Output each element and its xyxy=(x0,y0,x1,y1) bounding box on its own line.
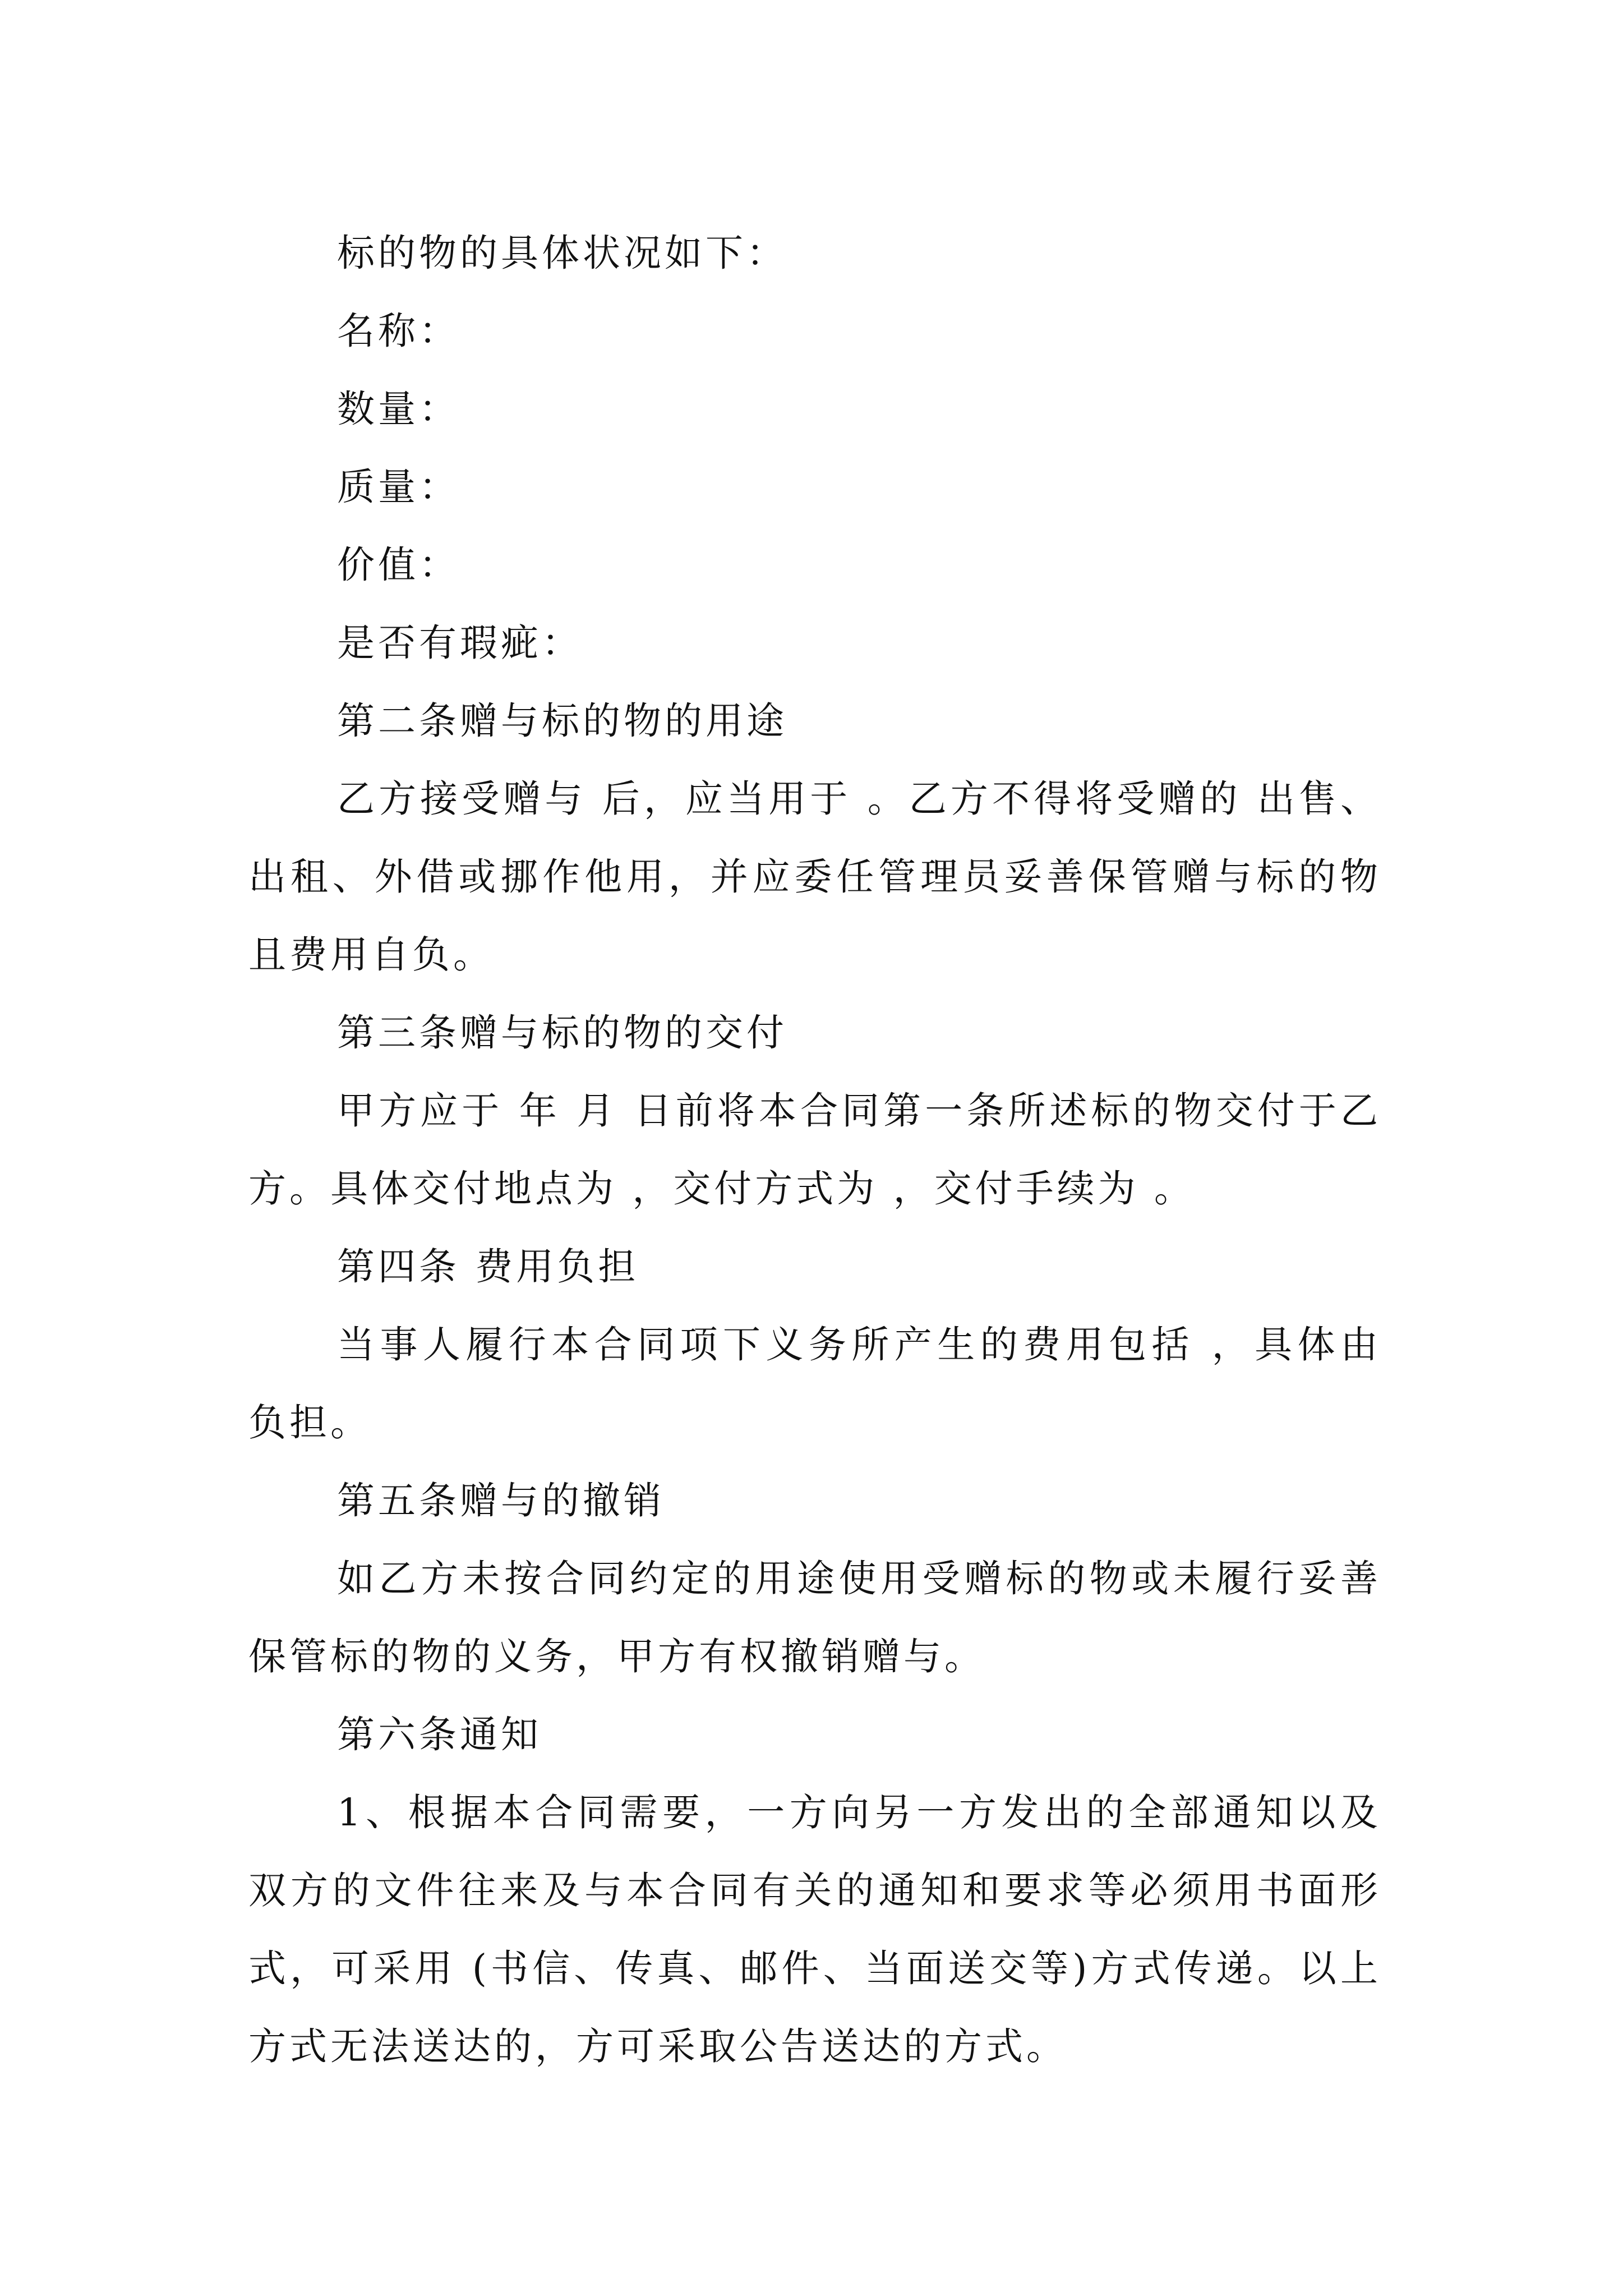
paragraph-quality: 质量： xyxy=(337,465,460,509)
article-3-heading: 第三条赠与标的物的交付 xyxy=(337,1011,787,1055)
paragraph-defects: 是否有瑕疵： xyxy=(337,621,583,665)
paragraph-value: 价值： xyxy=(337,543,460,587)
article-6-heading: 第六条通知 xyxy=(337,1713,542,1756)
paragraph-name: 名称： xyxy=(337,309,460,353)
article-6-body: 1、根据本合同需要，一方向另一方发出的全部通知以及双方的文件往来及与本合同有关的通知和要求等必须用书面形式，可采用 (书信、传真、邮件、当面送交等)方式传递。以上方式无法送达的，方可采取公告送达的方式。 xyxy=(248,1791,1381,2068)
article-2-body: 乙方接受赠与 后，应当用于 。乙方不得将受赠的 出售、出租、外借或挪作他用，并应委任管理员妥善保管赠与标的物且费用自负。 xyxy=(248,777,1381,977)
paragraph-item-description: 标的物的具体状况如下： xyxy=(337,231,787,275)
article-5-heading: 第五条赠与的撤销 xyxy=(337,1479,665,1522)
article-2-heading: 第二条赠与标的物的用途 xyxy=(337,699,787,743)
document-body xyxy=(248,214,1381,2086)
article-5-body: 如乙方未按合同约定的用途使用受赠标的物或未履行妥善保管标的物的义务，甲方有权撤销赠与。 xyxy=(248,1557,1381,1678)
article-4-heading: 第四条 费用负担 xyxy=(337,1245,639,1289)
article-4-body: 当事人履行本合同项下义务所产生的费用包括 ，具体由 负担。 xyxy=(248,1323,1381,1444)
paragraph-quantity: 数量： xyxy=(337,387,460,431)
article-3-body: 甲方应于 年 月 日前将本合同第一条所述标的物交付于乙方。具体交付地点为 ，交付方式为 ，交付手续为 。 xyxy=(248,1089,1381,1211)
